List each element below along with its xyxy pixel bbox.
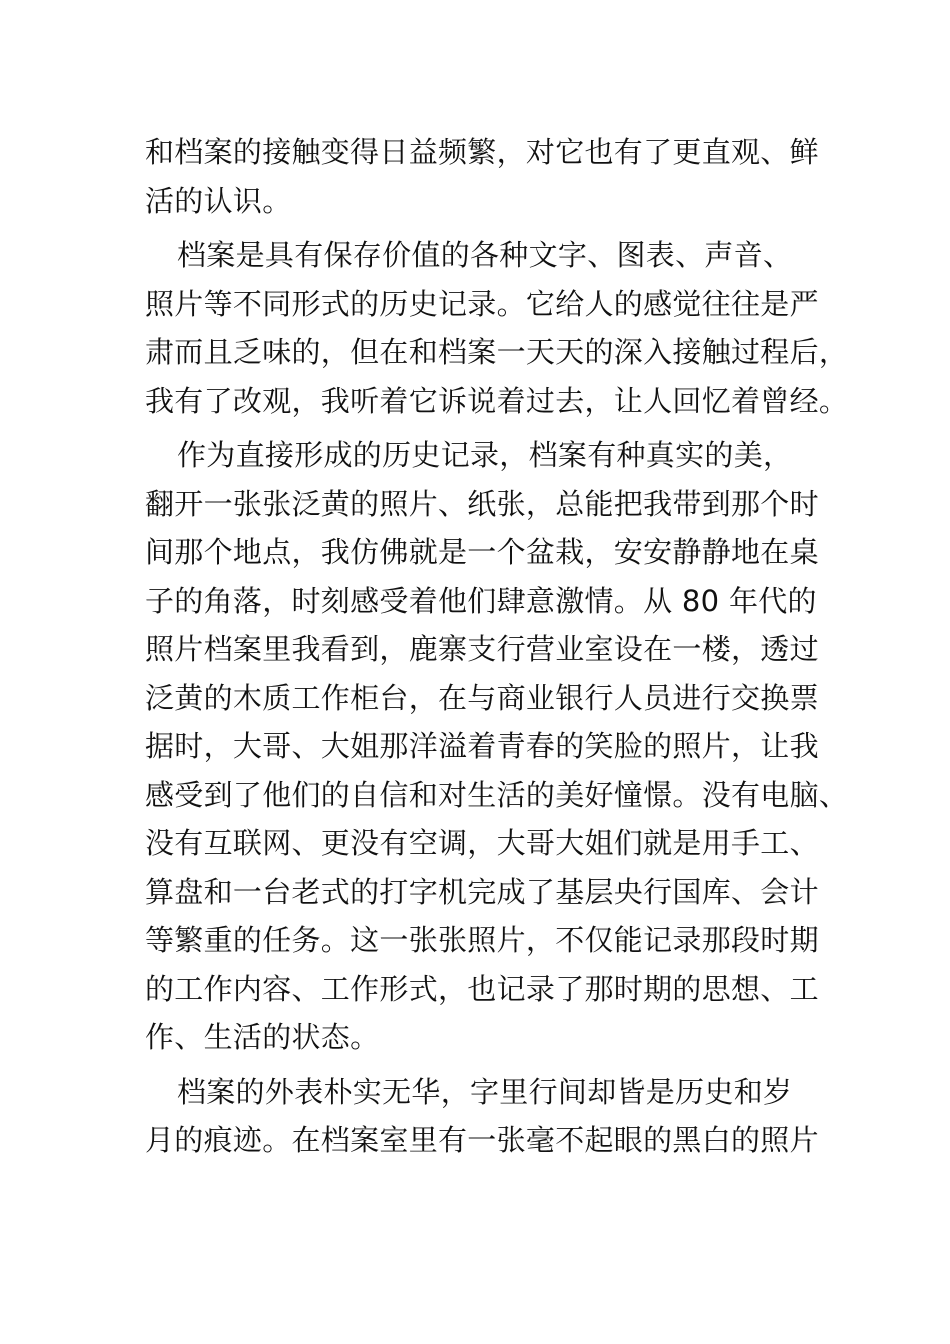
- text-line: 档案的外表朴实无华，字里行间却皆是历史和岁: [177, 1074, 793, 1109]
- paragraph-4: [145, 1068, 819, 1165]
- text-line: 我有了改观，我听着它诉说着过去，让人回忆着曾经。: [145, 383, 849, 418]
- text-line: 作、生活的状态。: [145, 1020, 380, 1054]
- text-line: 作为直接形成的历史记录，档案有种真实的美，: [177, 438, 793, 472]
- text-line: 等繁重的任务。这一张张照片，不仅能记录那段时期: [145, 923, 819, 957]
- paragraph-2: [145, 231, 849, 425]
- text-line: 没有互联网、更没有空调，大哥大姐们就是用手工、: [145, 826, 819, 860]
- text-line: 月的痕迹。在档案室里有一张毫不起眼的黑白的照片: [145, 1123, 819, 1157]
- text-line: 泛黄的木质工作柜台，在与商业银行人员进行交换票: [145, 680, 819, 715]
- text-line: 档案是具有保存价值的各种文字、图表、声音、: [177, 238, 793, 272]
- text-line: 感受到了他们的自信和对生活的美好憧憬。没有电脑、: [145, 777, 849, 812]
- text-line: 照片等不同形式的历史记录。它给人的感觉往往是严: [145, 286, 819, 321]
- paragraph-1: [145, 128, 819, 225]
- text-line: 和档案的接触变得日益频繁，对它也有了更直观、鲜: [145, 135, 819, 169]
- text-line: 活的认识。: [145, 183, 292, 218]
- document-body: [145, 128, 849, 1165]
- text-line: 子的角落，时刻感受着他们肆意激情。从 80 年代的: [145, 583, 817, 618]
- text-line: 翻开一张张泛黄的照片、纸张，总能把我带到那个时: [145, 486, 819, 521]
- text-line: 照片档案里我看到，鹿寨支行营业室设在一楼，透过: [145, 632, 819, 666]
- text-line: 据时，大哥、大姐那洋溢着青春的笑脸的照片，让我: [145, 729, 819, 763]
- paragraph-3: [145, 431, 849, 1062]
- text-line: 算盘和一台老式的打字机完成了基层央行国库、会计: [145, 874, 819, 909]
- text-line: 间那个地点，我仿佛就是一个盆栽，安安静静地在桌: [145, 535, 819, 569]
- text-line: 肃而且乏味的，但在和档案一天天的深入接触过程后，: [145, 335, 849, 369]
- text-line: 的工作内容、工作形式，也记录了那时期的思想、工: [145, 971, 819, 1006]
